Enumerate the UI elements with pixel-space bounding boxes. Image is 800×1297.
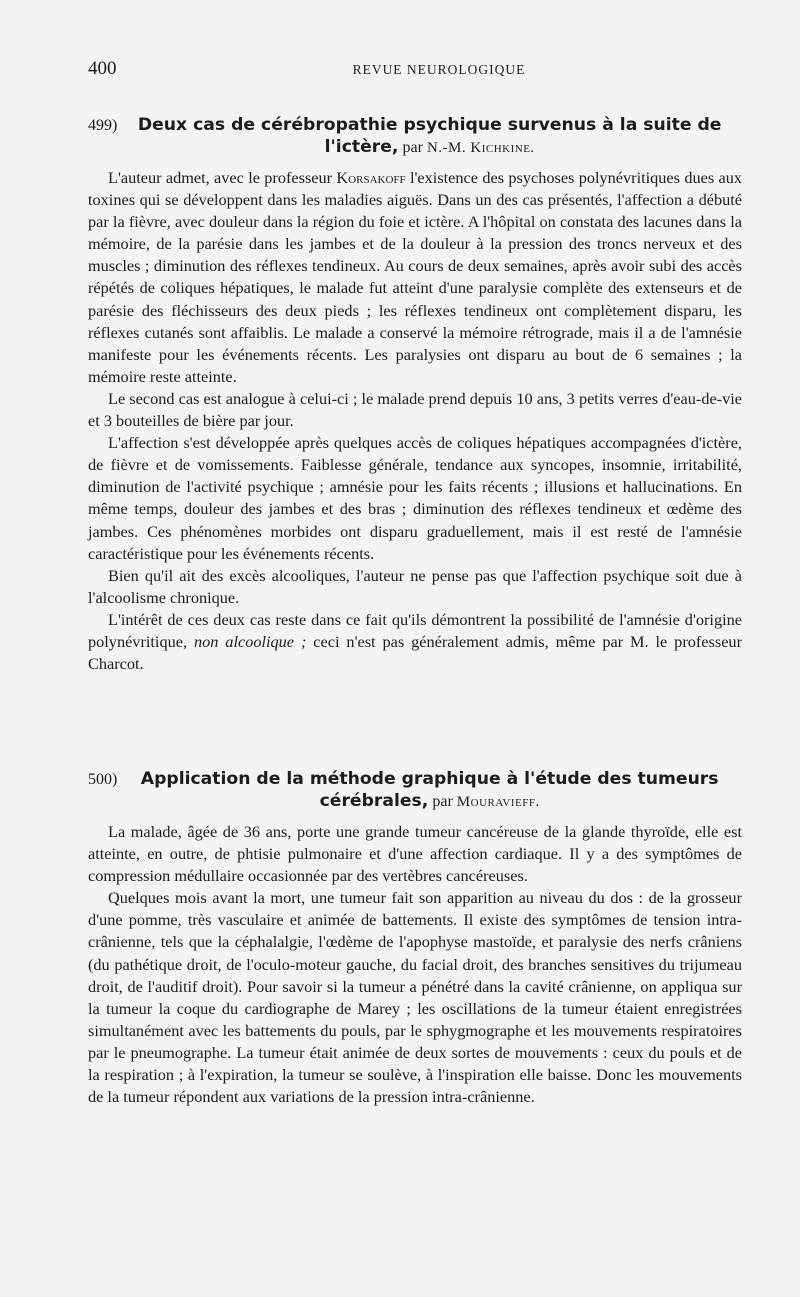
- article-par: par: [402, 139, 427, 156]
- article-title: Application de la méthode graphique à l'étude des tumeurs cérébrales,: [140, 769, 719, 811]
- article-author: N.-M. Kichkine.: [426, 140, 535, 156]
- page-header: [88, 58, 750, 82]
- paragraph: L'auteur admet, avec le professeur Korsakoff l'existence des psychoses polynévritiques dues aux toxines qui se développent dans les maladies aiguës. Dans un des cas présentés, l'affection a débuté par la fièvre, avec douleur dans la région du foie et ictère. A l'hôpital on constata des lacunes dans la mémoire, de la parésie dans les jambes et de la douleur à la pression des troncs nerveux et des muscles ; diminution des réflexes tendineux. Au cours de deux semaines, après avoir subi des accès répétés de coliques hépatiques, le malade fut atteint d'une paralysie complète des extenseurs et de parésie des fléchisseurs des deux pieds ; les réflexes tendineux ont complètement disparu, les réflexes cutanés sont affaiblis. Le malade a conservé la mémoire rétrograde, mais il a de l'amnésie manifeste pour les événements récents. Les paralysies ont disparu au bout de 6 semaines ; la mémoire reste atteinte.: [88, 168, 742, 386]
- page-number: 400: [88, 58, 117, 79]
- paragraph: La malade, âgée de 36 ans, porte une grande tumeur cancéreuse de la glande thyroïde, elle est atteinte, en outre, de phtisie pulmonaire et d'une affection cardiaque. Il y a des symptômes de compression médullaire occasionnée par des vertèbres cancéreuses.: [88, 822, 742, 886]
- article-number: 499): [88, 117, 118, 134]
- article-heading: [88, 114, 742, 159]
- article-par: par: [432, 793, 457, 810]
- paragraph: Quelques mois avant la mort, une tumeur fait son apparition au niveau du dos : de la grosseur d'une pomme, très vasculaire et animée de battements. Il existe des symptômes de tension intra-crânienne, tels que la céphalalgie, l'œdème de l'apophyse mastoïde, et paralysie des nerfs crâniens (du pathétique droit, de l'oculo-moteur gauche, du facial droit, des branches sensitives du trijumeau droit, de l'auditif droit). Pour savoir si la tumeur a pénétré dans la cavité crânienne, on appliqua sur la tumeur la coque du cardiographe de Marey ; les oscillations de la tumeur étaient enregistrées simultanément avec les battements du pouls, par le sphygmographe et les mouvements respiratoires par le pneumographe. La tumeur était animée de deux sortes de mouvements : ceux du pouls et de la respiration ; à l'expiration, la tumeur se soulève, à l'inspiration elle baisse. Donc les mouvements de la tumeur répondent aux variations de la pression intra-crânienne.: [88, 888, 742, 1107]
- article-heading: [88, 768, 742, 813]
- paragraph: Bien qu'il ait des excès alcooliques, l'auteur ne pense pas que l'affection psychique soit due à l'alcoolisme chronique.: [88, 565, 742, 607]
- paragraph: L'affection s'est développée après quelques accès de coliques hépatiques accompagnées d'ictère, de fièvre et de vomissements. Faiblesse générale, tendance aux syncopes, insomnie, irritabilité, diminution de l'activité psychique ; amnésie pour les faits récents ; illusions et hallucinations. En même temps, douleur des jambes et des bras ; diminution des réflexes tendineux et œdème des jambes. Ces phénomènes morbides ont disparu graduellement, mais il est resté de l'amnésie caractéristique pour les événements récents.: [88, 433, 742, 563]
- paragraph: Le second cas est analogue à celui-ci ; le malade prend depuis 10 ans, 3 petits verres d'eau-de-vie et 3 bouteilles de bière par jour.: [88, 388, 742, 431]
- article-500: [88, 768, 742, 1108]
- article-body: [88, 167, 742, 675]
- article-body: [88, 821, 742, 1108]
- article-number: 500): [88, 771, 118, 788]
- italic-phrase: non alcoolique ;: [193, 631, 307, 651]
- article-title: Deux cas de cérébropathie psychique survenus à la suite de l'ictère,: [137, 115, 722, 157]
- paragraph: L'intérêt de ces deux cas reste dans ce fait qu'ils démontrent la possibilité de l'amnésie d'origine polynévritique, non alcoolique ; ceci n'est pas généralement admis, même par M. le professeur Charcot.: [88, 609, 742, 674]
- article-author: Mouravieff.: [456, 794, 540, 810]
- author-name-smallcaps: Korsakoff: [336, 168, 406, 187]
- running-title: REVUE NEUROLOGIQUE: [352, 62, 526, 77]
- article-499: [88, 114, 742, 675]
